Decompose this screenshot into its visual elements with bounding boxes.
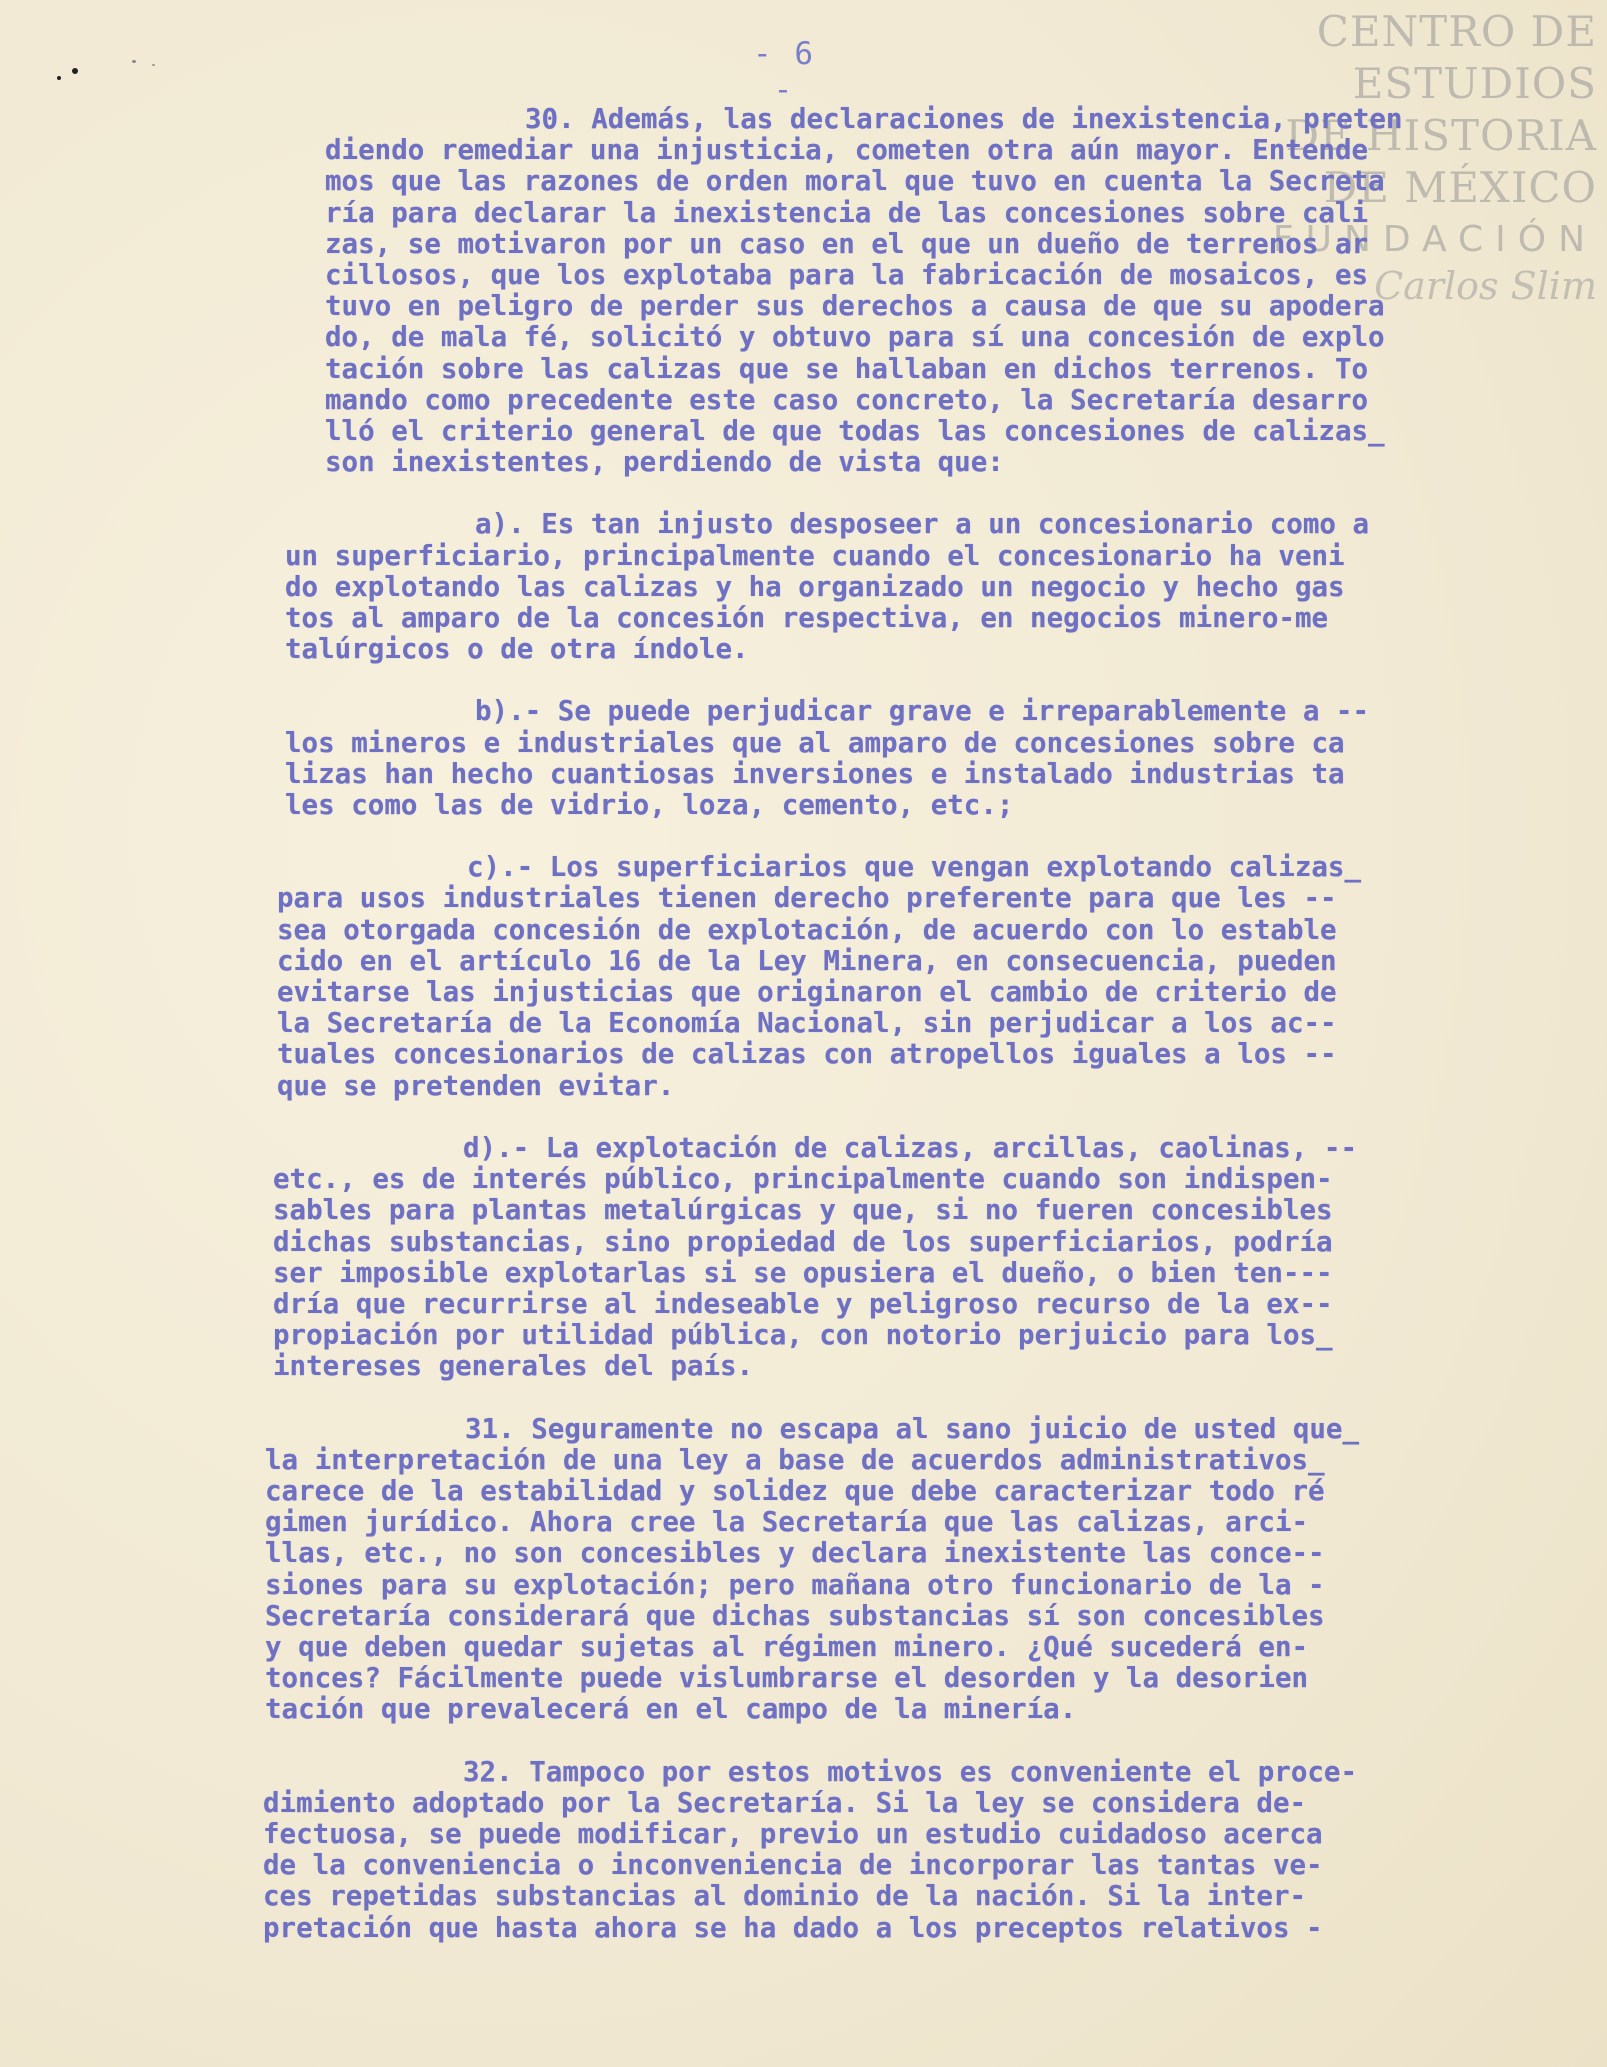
text-line: intereses generales del país.: [273, 1350, 754, 1383]
watermark-line: CENTRO DE: [1316, 7, 1597, 56]
text-line: evitarse las injusticias que originaron el cambio de criterio de: [277, 976, 1337, 1009]
text-line: tos al amparo de la concesión respectiva, en negocios minero-me: [285, 602, 1329, 635]
paragraph-pd: [273, 1133, 1565, 1383]
paragraph-pb: [285, 696, 1565, 821]
text-line: tuvo en peligro de perder sus derechos a causa de que su apodera: [325, 290, 1385, 323]
text-line: zas, se motivaron por un caso en el que un dueño de terrenos ar: [325, 227, 1369, 260]
text-line: sea otorgada concesión de explotación, de acuerdo con lo estable: [277, 913, 1337, 946]
text-line: pretación que hasta ahora se ha dado a los preceptos relativos -: [263, 1911, 1323, 1944]
text-line: Secretaría considerará que dichas substancias sí son concesibles: [265, 1599, 1325, 1632]
text-line: carece de la estabilidad y solidez que debe caracterizar todo ré: [265, 1474, 1325, 1507]
text-line: dimiento adoptado por la Secretaría. Si la ley se considera de-: [263, 1786, 1307, 1819]
text-line: propiación por utilidad pública, con notorio perjuicio para los_: [273, 1319, 1333, 1352]
typed-body-text: [263, 103, 1565, 1975]
text-line: fectuosa, se puede modificar, previo un estudio cuidadoso acerca: [263, 1817, 1323, 1850]
ink-speck: [152, 64, 155, 66]
text-line: tación sobre las calizas que se hallaban en dichos terrenos. To: [325, 352, 1369, 385]
text-line: tonces? Fácilmente puede vislumbrarse el desorden y la desorien: [265, 1662, 1309, 1695]
text-line: siones para su explotación; pero mañana otro funcionario de la -: [265, 1568, 1325, 1601]
watermark-line: DE MÉXICO: [1323, 163, 1597, 212]
text-line: de la conveniencia o inconveniencia de incorporar las tantas ve-: [263, 1849, 1323, 1882]
ink-speck: [72, 68, 78, 74]
text-line: para usos industriales tienen derecho preferente para que les --: [277, 882, 1337, 915]
text-line: lló el criterio general de que todas las concesiones de calizas_: [325, 415, 1385, 448]
text-line: llas, etc., no son concesibles y declara inexistente las conce--: [265, 1537, 1325, 1570]
text-line: ces repetidas substancias al dominio de la nación. Si la inter-: [263, 1880, 1307, 1913]
text-line: la interpretación de una ley a base de acuerdos administrativos_: [265, 1443, 1325, 1476]
paragraph-p31: [265, 1414, 1565, 1726]
text-line: lizas han hecho cuantiosas inversiones e instalado industrias ta: [285, 757, 1345, 790]
paragraph-p30: [325, 104, 1565, 478]
text-line: dría que recurrirse al indeseable y peligroso recurso de la ex--: [273, 1287, 1333, 1320]
text-line: y que deben quedar sujetas al régimen minero. ¿Qué sucederá en-: [265, 1630, 1309, 1663]
text-line: 31. Seguramente no escapa al sano juicio de usted que_: [465, 1412, 1360, 1445]
text-line: la Secretaría de la Economía Nacional, sin perjudicar a los ac--: [277, 1007, 1337, 1040]
text-line: do, de mala fé, solicitó y obtuvo para sí una concesión de explo: [325, 321, 1385, 354]
watermark-line: DE HISTORIA: [1285, 111, 1597, 160]
text-line: ría para declarar la inexistencia de las concesiones sobre cali: [325, 196, 1369, 229]
text-line: do explotando las calizas y ha organizado un negocio y hecho gas: [285, 570, 1345, 603]
text-line: diendo remediar una injusticia, cometen otra aún mayor. Entende: [325, 134, 1369, 167]
text-line: gimen jurídico. Ahora cree la Secretaría que las calizas, arci-: [265, 1506, 1309, 1539]
text-line: dichas substancias, sino propiedad de los superficiarios, podría: [273, 1225, 1333, 1258]
text-line: mando como precedente este caso concreto, la Secretaría desarro: [325, 383, 1369, 416]
watermark-line: FUNDACIÓN: [1272, 219, 1597, 260]
text-line: 32. Tampoco por estos motivos es conveniente el proce-: [463, 1755, 1358, 1788]
page-number: - 6 -: [753, 36, 815, 108]
watermark-line: ESTUDIOS: [1352, 59, 1597, 108]
text-line: mos que las razones de orden moral que tuvo en cuenta la Secreta: [325, 165, 1385, 198]
paragraph-p32: [263, 1757, 1565, 1944]
text-line: c).- Los superficiarios que vengan explotando calizas_: [467, 851, 1362, 884]
text-line: que se pretenden evitar.: [277, 1069, 675, 1102]
text-line: tación que prevalecerá en el campo de la minería.: [265, 1693, 1077, 1726]
text-line: etc., es de interés público, principalmente cuando son indispen-: [273, 1163, 1333, 1196]
text-line: a). Es tan injusto desposeer a un concesionario como a: [475, 508, 1370, 541]
text-line: les como las de vidrio, loza, cemento, etc.;: [285, 789, 1014, 822]
ink-speck: [57, 76, 61, 80]
text-line: sables para plantas metalúrgicas y que, si no fueren concesibles: [273, 1194, 1333, 1227]
text-line: ser imposible explotarlas si se opusiera el dueño, o bien ten---: [273, 1256, 1333, 1289]
text-line: b).- Se puede perjudicar grave e irreparablemente a --: [475, 695, 1370, 728]
ink-specks: [52, 58, 172, 98]
text-line: son inexistentes, perdiendo de vista que:: [325, 446, 1004, 479]
text-line: talúrgicos o de otra índole.: [285, 633, 749, 666]
text-line: 30. Además, las declaraciones de inexistencia, preten: [525, 103, 1403, 135]
text-line: tuales concesionarios de calizas con atropellos iguales a los --: [277, 1038, 1337, 1071]
text-line: d).- La explotación de calizas, arcillas, caolinas, --: [463, 1131, 1358, 1164]
text-line: cillosos, que los explotaba para la fabricación de mosaicos, es: [325, 259, 1369, 292]
text-line: cido en el artículo 16 de la Ley Minera, en consecuencia, pueden: [277, 944, 1337, 977]
watermark-signature: Carlos Slim: [1374, 264, 1597, 308]
paragraph-pc: [277, 852, 1565, 1102]
text-line: los mineros e industriales que al amparo de concesiones sobre ca: [285, 726, 1345, 759]
paragraph-pa: [285, 509, 1565, 665]
ink-speck: [132, 60, 136, 63]
text-line: un superficiario, principalmente cuando el concesionario ha veni: [285, 539, 1345, 572]
